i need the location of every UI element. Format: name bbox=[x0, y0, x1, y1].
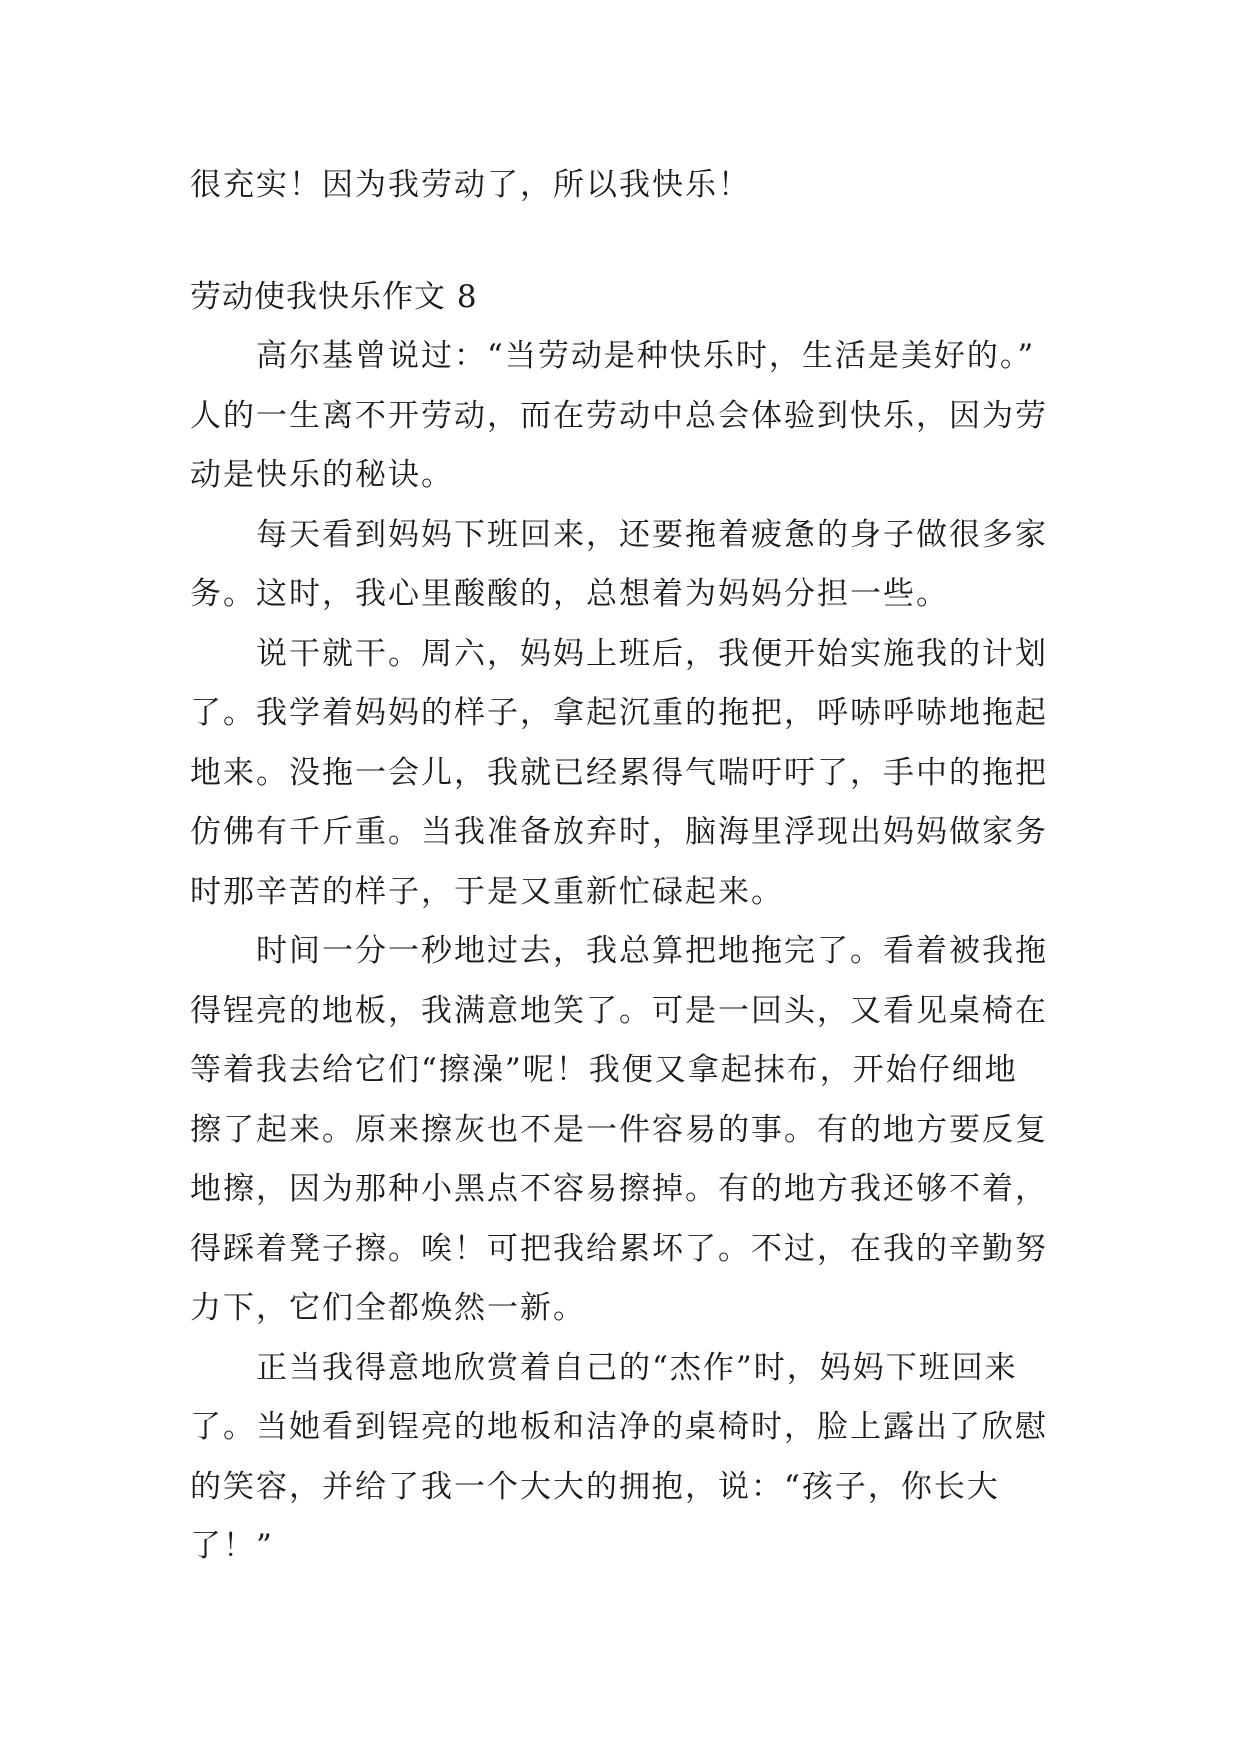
paragraph-5-line-1: 正当我得意地欣赏着自己的“杰作”时，妈妈下班回来 bbox=[256, 1350, 1018, 1386]
paragraph-4-line-4: 擦了起来。原来擦灰也不是一件容易的事。有的地方要反复 bbox=[190, 1112, 1048, 1148]
paragraph-3-line-5: 时那辛苦的样子，于是又重新忙碌起来。 bbox=[190, 874, 784, 910]
paragraph-4-line-7: 力下，它们全都焕然一新。 bbox=[190, 1290, 586, 1326]
paragraph-5-line-2: 了。当她看到锃亮的地板和洁净的桌椅时，脸上露出了欣慰 bbox=[190, 1409, 1048, 1445]
paragraph-4-line-5: 地擦，因为那种小黑点不容易擦掉。有的地方我还够不着， bbox=[190, 1171, 1048, 1207]
paragraph-5-line-3: 的笑容，并给了我一个大大的拥抱，说：“孩子，你长大 bbox=[190, 1469, 1000, 1505]
essay-title: 劳动使我快乐作文 8 bbox=[190, 279, 478, 315]
paragraph-4-line-6: 得踩着凳子擦。唉！可把我给累坏了。不过，在我的辛勤努 bbox=[190, 1231, 1048, 1267]
paragraph-1-line-3: 动是快乐的秘诀。 bbox=[190, 457, 454, 493]
paragraph-1-line-1: 高尔基曾说过：“当劳动是种快乐时，生活是美好的。” bbox=[256, 338, 1036, 374]
paragraph-4-line-3: 等着我去给它们“擦澡”呢！我便又拿起抹布，开始仔细地 bbox=[190, 1052, 1018, 1088]
paragraph-2-line-2: 务。这时，我心里酸酸的，总想着为妈妈分担一些。 bbox=[190, 576, 949, 612]
paragraph-3-line-3: 地来。没拖一会儿，我就已经累得气喘吁吁了，手中的拖把 bbox=[190, 755, 1048, 791]
paragraph-4-line-1: 时间一分一秒地过去，我总算把地拖完了。看着被我拖 bbox=[256, 933, 1048, 969]
paragraph-5-line-4: 了！” bbox=[190, 1528, 274, 1564]
paragraph-3-line-2: 了。我学着妈妈的样子，拿起沉重的拖把，呼哧呼哧地拖起 bbox=[190, 695, 1048, 731]
paragraph-2-line-1: 每天看到妈妈下班回来，还要拖着疲惫的身子做很多家 bbox=[256, 517, 1048, 553]
paragraph-3-line-4: 仿佛有千斤重。当我准备放弃时，脑海里浮现出妈妈做家务 bbox=[190, 814, 1048, 850]
paragraph-1-line-2: 人的一生离不开劳动，而在劳动中总会体验到快乐，因为劳 bbox=[190, 398, 1048, 434]
paragraph-4-line-2: 得锃亮的地板，我满意地笑了。可是一回头，又看见桌椅在 bbox=[190, 993, 1048, 1029]
paragraph-3-line-1: 说干就干。周六，妈妈上班后，我便开始实施我的计划 bbox=[256, 636, 1048, 672]
continuation-line: 很充实！因为我劳动了，所以我快乐！ bbox=[190, 167, 751, 203]
